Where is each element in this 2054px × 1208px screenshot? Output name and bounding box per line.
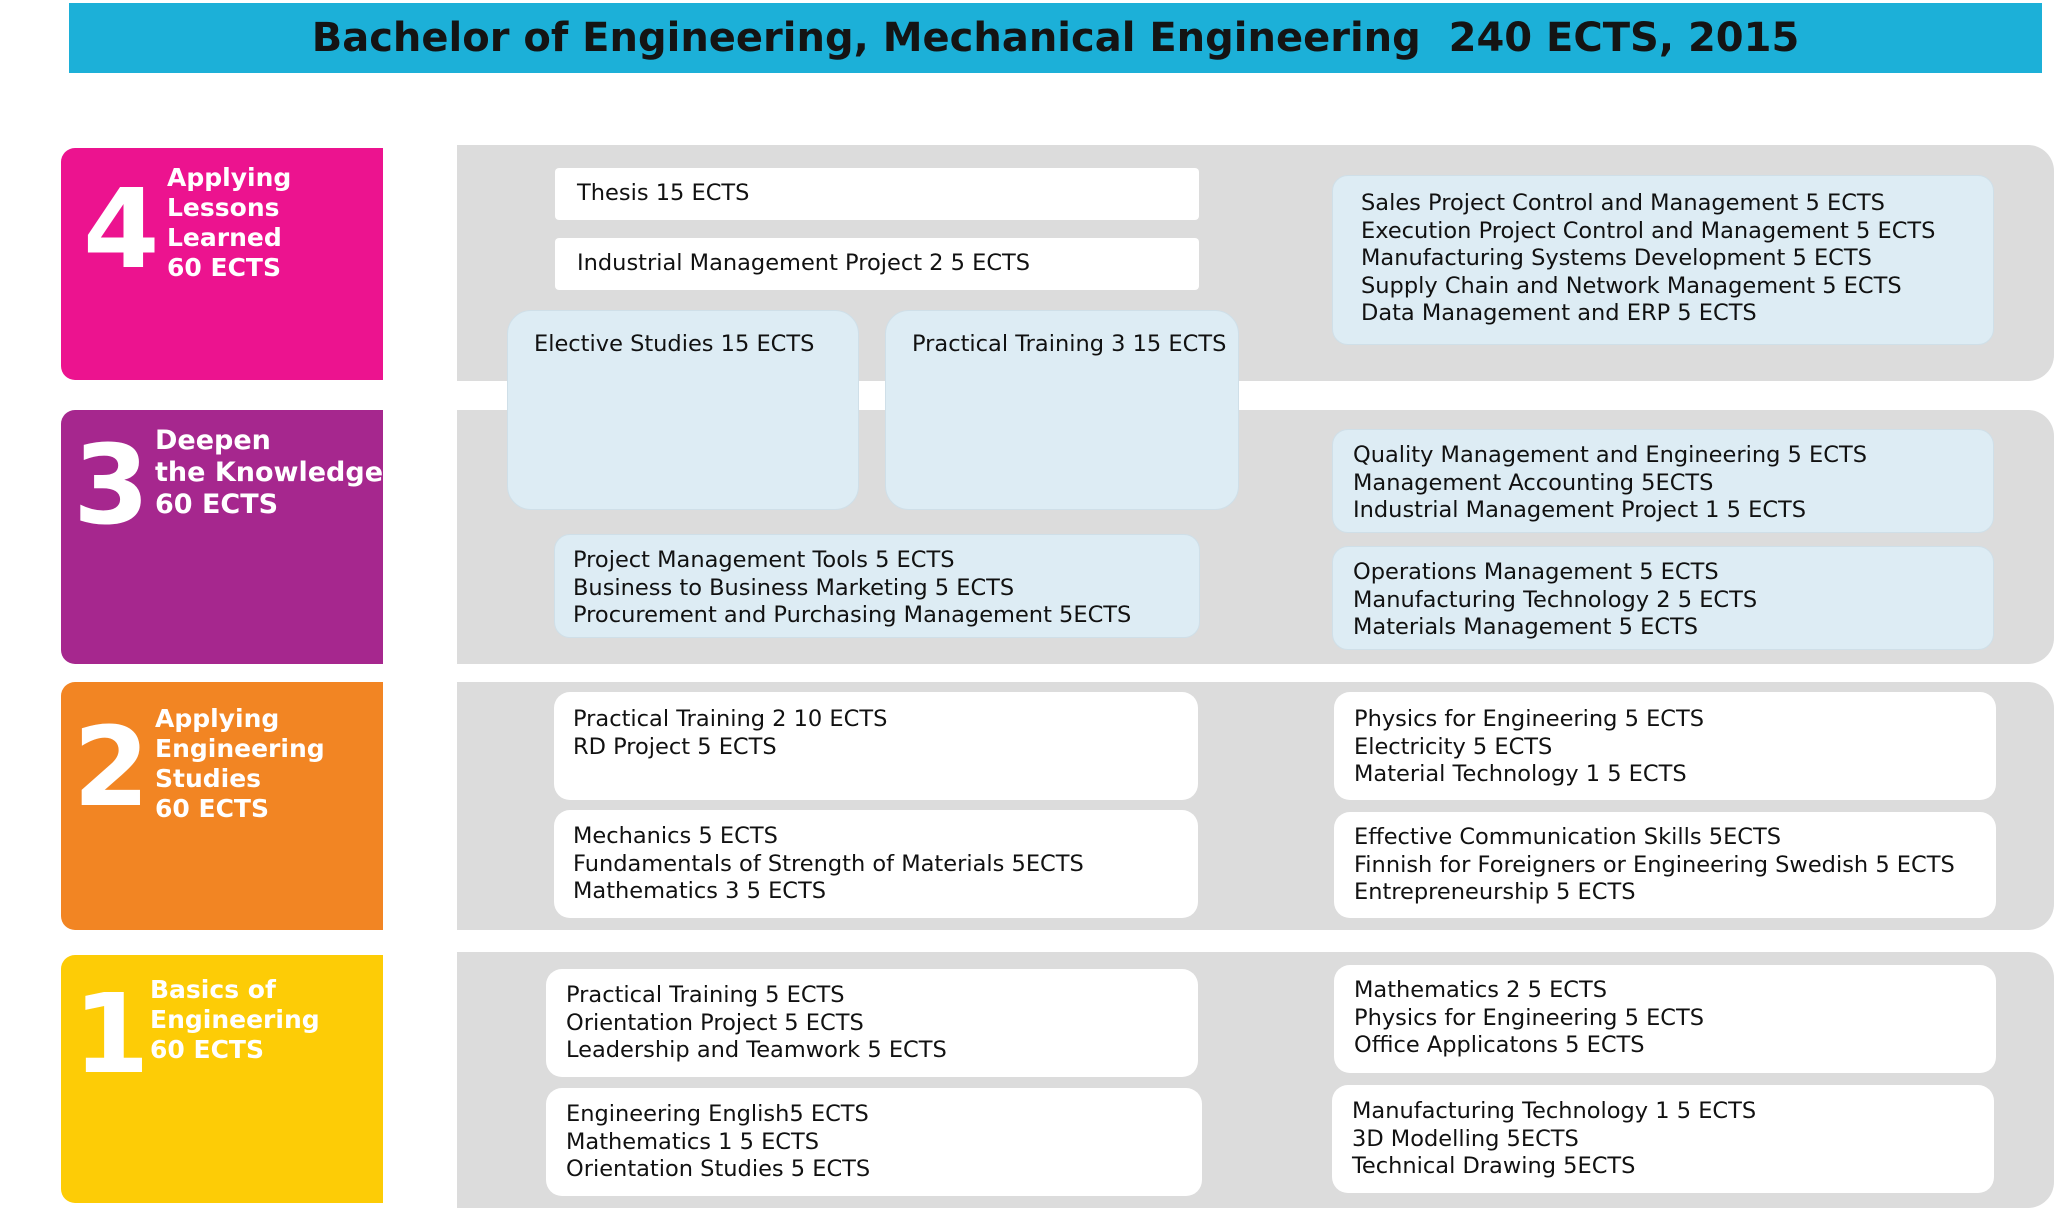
level-4-block: [61, 148, 383, 380]
course-item: Supply Chain and Network Management 5 ECTS: [1361, 272, 1902, 299]
course-item: Manufacturing Systems Development 5 ECTS: [1361, 245, 1872, 271]
course-box-y4-right: [1332, 175, 1994, 345]
course-item: Manufacturing Technology 1 5 ECTS: [1352, 1098, 1757, 1124]
course-item: Project Management Tools 5 ECTS: [573, 547, 955, 573]
level-1-block: [61, 955, 383, 1203]
course-box-y1-right-a: [1334, 965, 1996, 1073]
course-box-y1-left-a: [546, 969, 1198, 1077]
course-item: Procurement and Purchasing Management 5ECTS: [573, 602, 1132, 628]
course-item: RD Project 5 ECTS: [573, 733, 777, 760]
level-2-number: 2: [73, 703, 150, 831]
level-3-block: [61, 410, 383, 664]
course-item: Elective Studies 15 ECTS: [534, 331, 815, 357]
course-item: Electricity 5 ECTS: [1354, 733, 1553, 760]
course-item: Mathematics 1 5 ECTS: [566, 1128, 820, 1155]
course-item: Industrial Management Project 1 5 ECTS: [1353, 497, 1807, 523]
course-item: Data Management and ERP 5 ECTS: [1361, 300, 1757, 326]
course-item: 3D Modelling 5ECTS: [1352, 1125, 1579, 1152]
course-item: Leadership and Teamwork 5 ECTS: [566, 1037, 947, 1063]
course-box-y2-right-a: [1334, 692, 1996, 800]
course-box-y2-left-b: [554, 810, 1198, 918]
course-item: Physics for Engineering 5 ECTS: [1354, 1004, 1705, 1031]
course-item: Orientation Studies 5 ECTS: [566, 1156, 871, 1182]
title-banner: [69, 3, 2042, 73]
course-item: Practical Training 2 10 ECTS: [573, 706, 888, 732]
course-item: Technical Drawing 5ECTS: [1352, 1153, 1636, 1179]
course-item: Sales Project Control and Management 5 ECTS: [1361, 190, 1885, 216]
level-2-block: [61, 682, 383, 930]
course-box-practical-training-3: [885, 310, 1239, 510]
course-item: Materials Management 5 ECTS: [1353, 614, 1699, 640]
course-box-y3-left: [554, 534, 1200, 638]
level-4-label: Applying Lessons Learned 60 ECTS: [167, 163, 292, 282]
level-1-label: Basics of Engineering 60 ECTS: [150, 975, 320, 1064]
level-1-number: 1: [73, 970, 150, 1098]
course-item: Finnish for Foreigners or Engineering Swedish 5 ECTS: [1354, 851, 1955, 878]
course-item: Manufacturing Technology 2 5 ECTS: [1353, 586, 1758, 613]
course-box-industrial-project-2: [555, 238, 1199, 290]
course-item: Mathematics 2 5 ECTS: [1354, 977, 1608, 1003]
course-item: Mechanics 5 ECTS: [573, 823, 778, 849]
course-box-y3-right-a: [1332, 429, 1994, 533]
course-item: Quality Management and Engineering 5 ECTS: [1353, 442, 1867, 468]
course-item: Fundamentals of Strength of Materials 5ECTS: [573, 850, 1084, 877]
level-3-number: 3: [73, 421, 150, 549]
course-item: Office Applicatons 5 ECTS: [1354, 1032, 1645, 1058]
course-box-y1-left-b: [546, 1088, 1202, 1196]
course-item: Engineering English5 ECTS: [566, 1101, 869, 1127]
course-item: Material Technology 1 5 ECTS: [1354, 761, 1687, 787]
course-item: Operations Management 5 ECTS: [1353, 559, 1719, 585]
course-box-y2-left-a: [554, 692, 1198, 800]
course-item: Mathematics 3 5 ECTS: [573, 878, 827, 904]
course-item: Business to Business Marketing 5 ECTS: [573, 574, 1015, 601]
course-item: Practical Training 3 15 ECTS: [912, 331, 1227, 357]
course-item: Industrial Management Project 2 5 ECTS: [577, 250, 1031, 277]
course-box-y3-right-b: [1332, 546, 1994, 650]
course-box-elective-studies: [507, 310, 859, 510]
course-item: Management Accounting 5ECTS: [1353, 469, 1714, 496]
course-item: Practical Training 5 ECTS: [566, 982, 845, 1008]
course-item: Orientation Project 5 ECTS: [566, 1009, 864, 1036]
course-item: Thesis 15 ECTS: [577, 180, 750, 207]
course-item: Entrepreneurship 5 ECTS: [1354, 879, 1636, 905]
course-box-y2-right-b: [1334, 812, 1996, 918]
level-4-number: 4: [83, 165, 160, 293]
course-box-y1-right-b: [1332, 1085, 1994, 1193]
course-item: Execution Project Control and Management 5 ECTS: [1361, 217, 1936, 244]
level-3-label: Deepen the Knowledge 60 ECTS: [155, 425, 384, 520]
page-title: Bachelor of Engineering, Mechanical Engineering 240 ECTS, 2015: [311, 15, 1800, 61]
course-item: Effective Communication Skills 5ECTS: [1354, 824, 1782, 850]
course-item: Physics for Engineering 5 ECTS: [1354, 706, 1705, 732]
level-2-label: Applying Engineering Studies 60 ECTS: [155, 704, 325, 823]
course-box-thesis: [555, 168, 1199, 220]
